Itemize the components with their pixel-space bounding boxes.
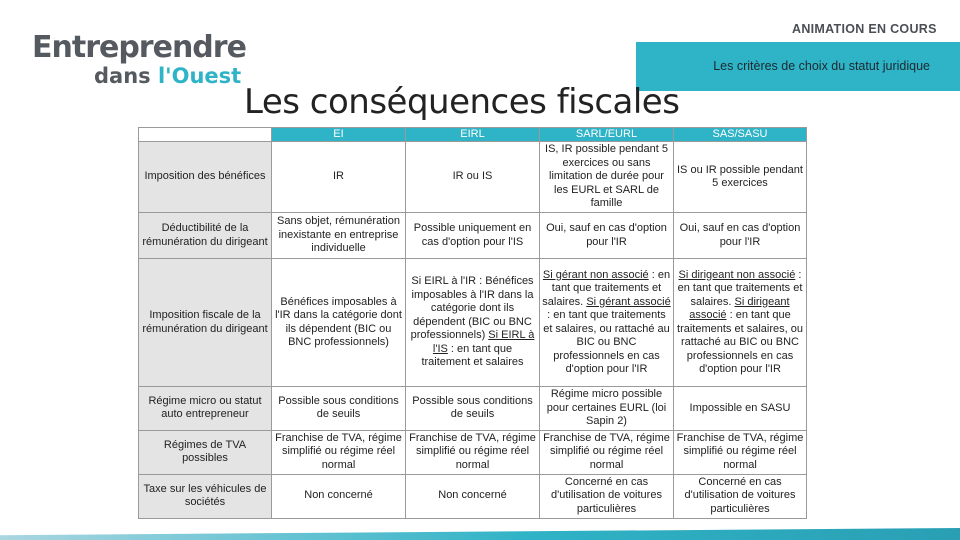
table-cell xyxy=(540,259,674,387)
cell-text: : en tant que traitements et salaires. xyxy=(677,268,803,308)
logo-line-2-ouest: l'Ouest xyxy=(157,64,242,88)
table-cell: Franchise de TVA, régime simplifié ou régime réel normal xyxy=(674,430,807,474)
table-cell: Sans objet, rémunération inexistante en entreprise individuelle xyxy=(272,213,406,259)
table-cell: Régime micro possible pour certaines EURL (loi Sapin 2) xyxy=(540,387,674,431)
table-row xyxy=(139,213,807,259)
table-cell: Oui, sauf en cas d'option pour l'IR xyxy=(540,213,674,259)
table-cell: IS ou IR possible pendant 5 exercices xyxy=(674,142,807,213)
cell-text-underlined: Si gérant non associé xyxy=(542,268,649,281)
bottom-accent-bar xyxy=(0,528,960,540)
table-cell xyxy=(674,259,807,387)
cell-text-underlined: Si dirigeant non associé xyxy=(678,268,796,281)
slide-title: Les conséquences fiscales xyxy=(244,82,680,122)
cell-text-underlined: Si EIRL à l'IS xyxy=(432,329,535,355)
cell-text-underlined: Si gérant associé xyxy=(586,295,671,308)
table-header-row xyxy=(139,128,807,142)
cell-text-underlined: Si dirigeant associé xyxy=(689,295,790,321)
table-cell: Concerné en cas d'utilisation de voitures particulières xyxy=(540,474,674,518)
fiscal-table xyxy=(138,127,807,519)
cell-text: Si EIRL à l'IR : Bénéfices imposables à l'IR dans la catégorie dont ils dépendent (BIC ou BNC professionnels) xyxy=(410,275,534,342)
row-header: Régimes de TVA possibles xyxy=(139,430,272,474)
row-header: Imposition des bénéfices xyxy=(139,142,272,213)
table-cell: Oui, sauf en cas d'option pour l'IR xyxy=(674,213,807,259)
table-cell xyxy=(406,259,540,387)
table-cell: Possible sous conditions de seuils xyxy=(272,387,406,431)
column-header-sarl-eurl: SARL/EURL xyxy=(540,128,674,142)
row-header: Régime micro ou statut auto entrepreneur xyxy=(139,387,272,431)
subtitle-banner xyxy=(636,42,960,91)
table-cell: Franchise de TVA, régime simplifié ou régime réel normal xyxy=(272,430,406,474)
table-row xyxy=(139,474,807,518)
table-row xyxy=(139,142,807,213)
table-row xyxy=(139,430,807,474)
table-row xyxy=(139,387,807,431)
table-cell: Non concerné xyxy=(272,474,406,518)
table-header-corner xyxy=(139,128,272,142)
table-cell: Possible uniquement en cas d'option pour l'IS xyxy=(406,213,540,259)
row-header: Taxe sur les véhicules de sociétés xyxy=(139,474,272,518)
column-header-sas-sasu: SAS/SASU xyxy=(674,128,807,142)
column-header-ei: EI xyxy=(272,128,406,142)
table-cell: Bénéfices imposables à l'IR dans la catégorie dont ils dépendent (BIC ou BNC professionnels) xyxy=(272,259,406,387)
table-cell: Franchise de TVA, régime simplifié ou régime réel normal xyxy=(406,430,540,474)
cell-text: : en tant que traitement et salaires xyxy=(421,342,524,369)
cell-text: : en tant que traitements et salaires, ou rattaché au BIC ou BNC professionnels en cas d'option pour l'IR xyxy=(677,309,803,375)
table-cell: Impossible en SASU xyxy=(674,387,807,431)
animation-label: ANIMATION EN COURS xyxy=(792,22,937,36)
table-cell: Concerné en cas d'utilisation de voitures particulières xyxy=(674,474,807,518)
table-cell: IR ou IS xyxy=(406,142,540,213)
table-cell: IS, IR possible pendant 5 exercices ou sans limitation de durée pour les EURL et SARL de famille xyxy=(540,142,674,213)
table-cell: Non concerné xyxy=(406,474,540,518)
logo-line-1: Entreprendre xyxy=(32,30,246,65)
logo-line-2-dans: dans xyxy=(94,64,158,88)
subtitle-text: Les critères de choix du statut juridique xyxy=(713,59,930,73)
row-header: Déductibilité de la rémunération du dirigeant xyxy=(139,213,272,259)
column-header-eirl: EIRL xyxy=(406,128,540,142)
logo xyxy=(32,30,246,92)
cell-text: : en tant que traitements et salaires. xyxy=(542,268,671,308)
table-row xyxy=(139,259,807,387)
table-cell: Possible sous conditions de seuils xyxy=(406,387,540,431)
table-cell: Franchise de TVA, régime simplifié ou régime réel normal xyxy=(540,430,674,474)
logo-line-2 xyxy=(94,64,241,88)
table-cell: IR xyxy=(272,142,406,213)
cell-text: : en tant que traitements et salaires, ou rattaché au BIC ou BNC professionnels en cas d'option pour l'IR xyxy=(543,309,670,375)
row-header: Imposition fiscale de la rémunération du dirigeant xyxy=(139,259,272,387)
